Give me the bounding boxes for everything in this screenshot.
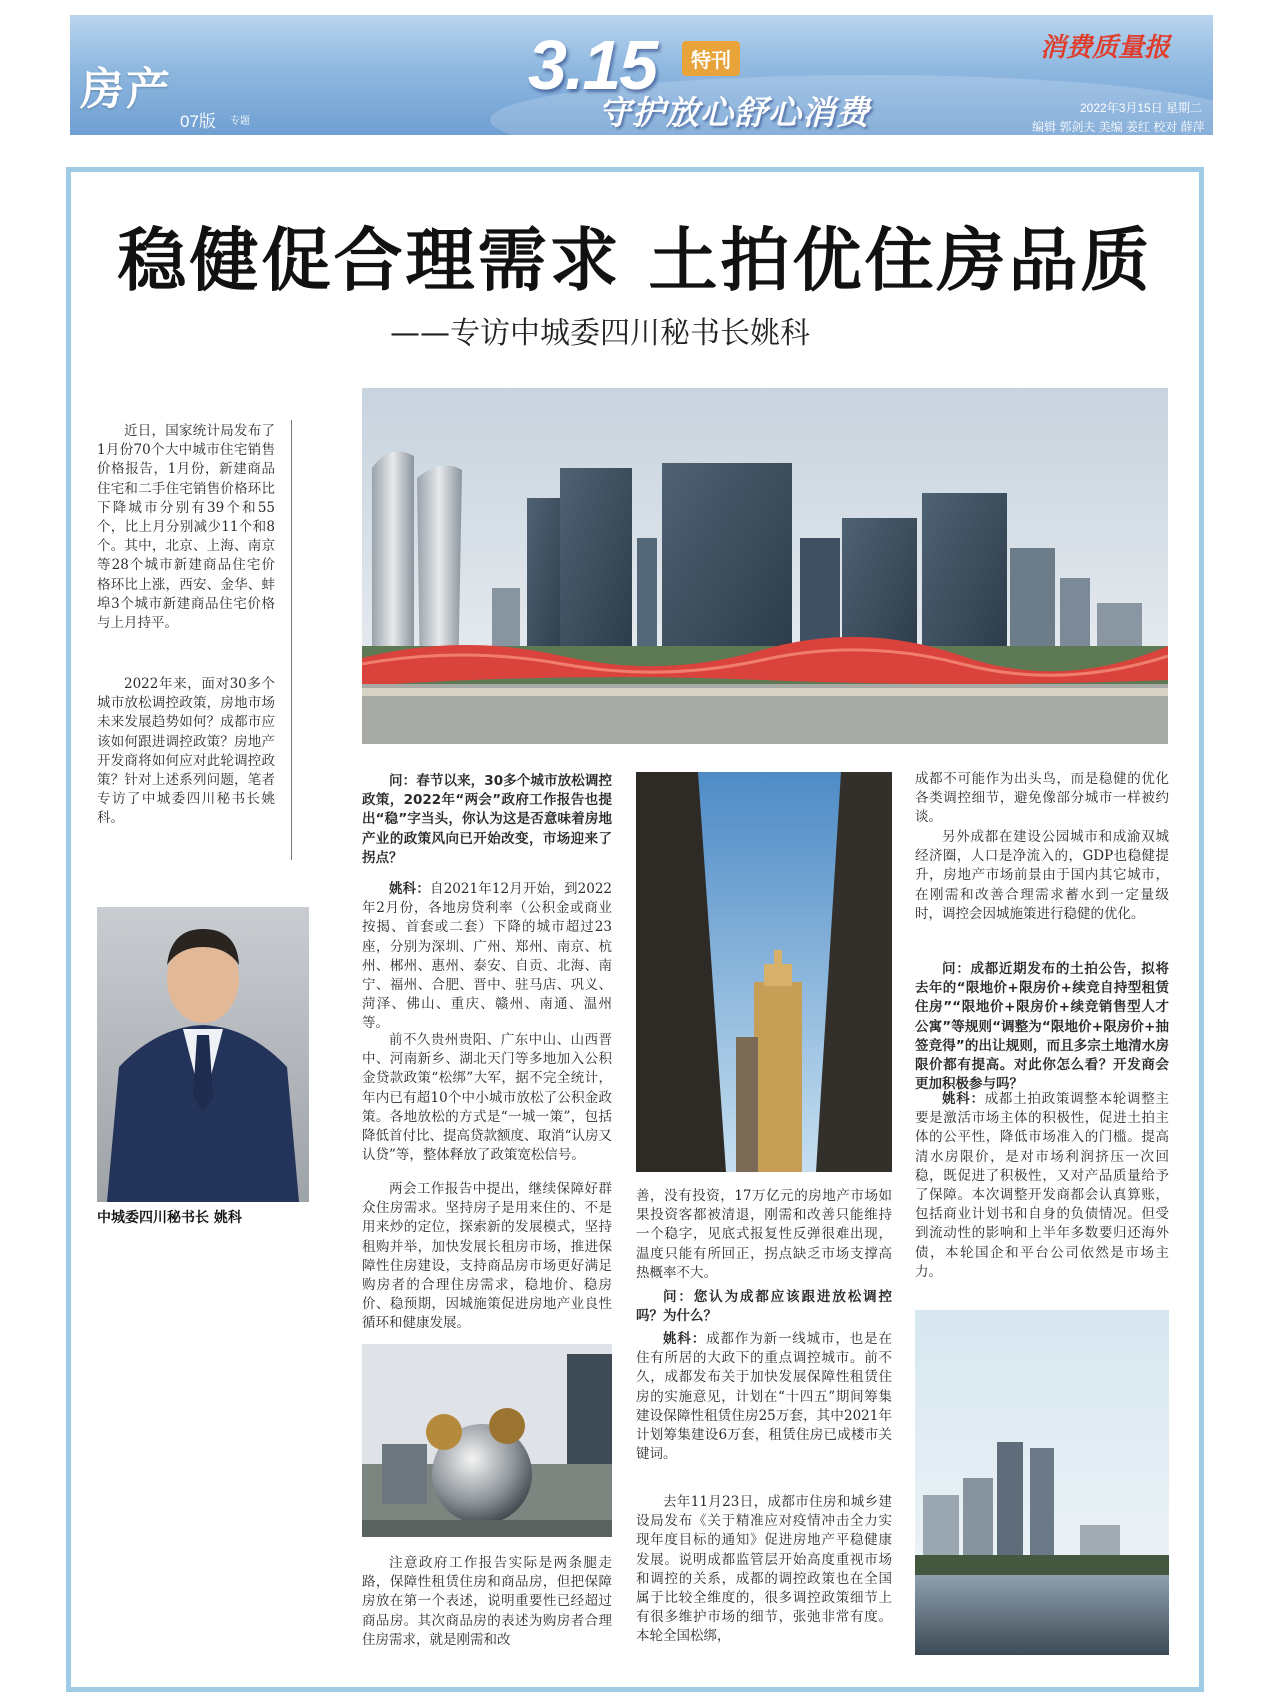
answer-1-paragraph-4: 注意政府工作报告实际是两条腿走路，保障性租赁住房和商品房，但把保障房放在第一个表述，说明重要性已经超过商品房。其次商品房的表述为购房者合理住房需求，就是刚需和改 bbox=[362, 1555, 612, 1648]
page-number: 07版 bbox=[180, 112, 216, 131]
newspaper-name: 消费质量报 bbox=[1040, 33, 1171, 63]
page-label: 专题 bbox=[230, 116, 250, 127]
column-rule bbox=[291, 420, 292, 860]
skyline-illustration bbox=[362, 388, 1168, 744]
answer-3 bbox=[915, 1090, 1169, 1282]
answer-1 bbox=[362, 880, 612, 1034]
section-title: 房产 bbox=[80, 64, 172, 115]
answer-2 bbox=[636, 1330, 892, 1464]
portrait-illustration bbox=[97, 907, 309, 1202]
intro-paragraph-1: 近日，国家统计局发布了1月份70个大中城市住宅销售价格报告，1月份，新建商品住宅和二手住宅销售价格环比下降城市分别有39个和55个，比上月分别减少11个和8个。其中，北京、上海、南京等28个城市新建商品住宅价格环比上涨，西安、金华、蚌埠3个城市新建商品住宅价格与上月持平。 bbox=[97, 423, 275, 632]
question-1: 问：春节以来，30多个城市放松调控政策，2022年“两会”政府工作报告也提出“稳”字当头，你认为这是否意味着房地产业的政策风向已开始改变，市场迎来了拐点？ bbox=[362, 773, 612, 866]
intro-paragraph-2: 2022年来，面对30多个城市放松调控政策，房地市场未来发展趋势如何？成都市应该如何跟进调控政策？房地产开发商将如何应对此轮调控政策？针对上述系列问题，笔者专访了中城委四川秘书长姚科。 bbox=[97, 676, 275, 827]
answer-2-paragraph-3: 成都不可能作为出头鸟，而是稳健的优化各类调控细节，避免像部分城市一样被约谈。 bbox=[915, 771, 1169, 826]
masthead-banner bbox=[70, 15, 1213, 135]
credits: 编辑 郭剑夫 美编 姜红 校对 薛萍 bbox=[1032, 120, 1205, 134]
tower-illustration bbox=[636, 772, 892, 1172]
skyline-photo bbox=[362, 388, 1168, 744]
answer-1-paragraph-2: 前不久贵州贵阳、广东中山、山西晋中、河南新乡、湖北天门等多地加入公积金贷款政策“松绑”大军，据不完全统计，年内已有超10个中小城市放松了公积金政策。各地放松的方式是“一城一策”，包括降低首付比、提高贷款额度、取消“认房又认贷”等，整体释放了政策宽松信号。 bbox=[362, 1032, 612, 1164]
lake-illustration bbox=[915, 1310, 1169, 1655]
panda-sculpture-photo bbox=[362, 1344, 612, 1537]
question-3: 问：成都近期发布的土拍公告，拟将去年的“限地价+限房价+续竞自持型租赁住房”“限地价+限房价+续竞销售型人才公寓”等规则“调整为“限地价+限房价+抽签竞得”的出让规则，而且多宗土地清水房限价都有提高。对此你怎么看？开发商会更加积极参与吗？ bbox=[915, 961, 1169, 1093]
special-issue-badge: 特刊 bbox=[682, 41, 740, 76]
answer-3-label: 姚科： bbox=[942, 1091, 985, 1107]
answer-2-paragraph-4: 另外成都在建设公园城市和成渝双城经济圈，人口是净流入的，GDP也稳健提升，房地产市场前景由于国内其它城市，在刚需和改善合理需求蓄水到一定量级时，调控会因城施策进行稳健的优化。 bbox=[915, 829, 1169, 922]
answer-1-paragraph-5: 善，没有投资，17万亿元的房地产市场如果投资客都被清退，刚需和改善只能维持一个稳字，见底式报复性反弹很难出现，温度只能有所回正，拐点缺乏市场支撑高热概率不大。 bbox=[636, 1188, 892, 1281]
headline: 稳健促合理需求 土拍优住房品质 bbox=[117, 221, 1153, 301]
lake-skyline-photo bbox=[915, 1310, 1169, 1655]
answer-1-paragraph-3: 两会工作报告中提出，继续保障好群众住房需求。坚持房子是用来住的、不是用来炒的定位，探索新的发展模式，坚持租购并举，加快发展长租房市场，推进保障性住房建设，支持商品房市场更好满足购房者的合理住房需求，稳地价、稳房价、稳预期，因城施策促进房地产业良性循环和健康发展。 bbox=[362, 1181, 612, 1332]
question-2: 问：您认为成都应该跟进放松调控吗？为什么？ bbox=[636, 1289, 892, 1325]
portrait-photo bbox=[97, 907, 309, 1202]
subtitle: ——专访中城委四川秘书长姚科 bbox=[390, 316, 810, 351]
slogan: 守护放心舒心消费 bbox=[598, 93, 870, 132]
issue-date: 2022年3月15日 星期二 bbox=[1080, 101, 1203, 115]
logo-315: 3.15 bbox=[528, 26, 657, 104]
answer-1-label: 姚科： bbox=[389, 881, 431, 897]
sculpture-illustration bbox=[362, 1344, 612, 1537]
answer-1-text: 自2021年12月开始，到2022年2月份，各地房贷利率（公积金或商业按揭、首套或二套）下降的城市超过23座，分别为深圳、广州、郑州、南京、杭州、郴州、惠州、泰安、自贡、北海、南宁、福州、合肥、晋中、驻马店、巩义、菏泽、佛山、重庆、赣州、南通、温州等。 bbox=[362, 881, 612, 1032]
answer-2-text: 成都作为新一线城市，也是在住有所居的大政下的重点调控城市。前不久，成都发布关于加快发展保障性租赁住房的实施意见，计划在“十四五”期间筹集建设保障性租赁住房25万套，其中2021年计划筹集建设6万套，租赁住房已成楼市关键词。 bbox=[636, 1331, 893, 1463]
answer-3-text: 成都土拍政策调整本轮调整主要是激活市场主体的积极性，促进土拍主体的公平性，降低市场准入的门槛。提高清水房限价，是对市场利润挤压一次回稳，既促进了积极性，又对产品质量给予了保障。本次调整开发商都会认真算账，包括商业计划书和自身的负债情况。但受到流动性的影响和上半年多数要归还海外债，本轮国企和平台公司依然是市场主力。 bbox=[915, 1091, 1170, 1280]
answer-2-label: 姚科： bbox=[663, 1331, 707, 1347]
tower-photo bbox=[636, 772, 892, 1172]
portrait-caption: 中城委四川秘书长 姚科 bbox=[97, 1210, 242, 1226]
answer-2-paragraph-2: 去年11月23日，成都市住房和城乡建设局发布《关于精准应对疫情冲击全力实现年度目标的通知》促进房地产平稳健康发展。说明成都监管层开始高度重视市场和调控的关系，成都的调控政策也在全国属于比较全维度的，很多调控政策细节上有很多维护市场的细节，张弛非常有度。本轮全国松绑， bbox=[636, 1494, 892, 1645]
